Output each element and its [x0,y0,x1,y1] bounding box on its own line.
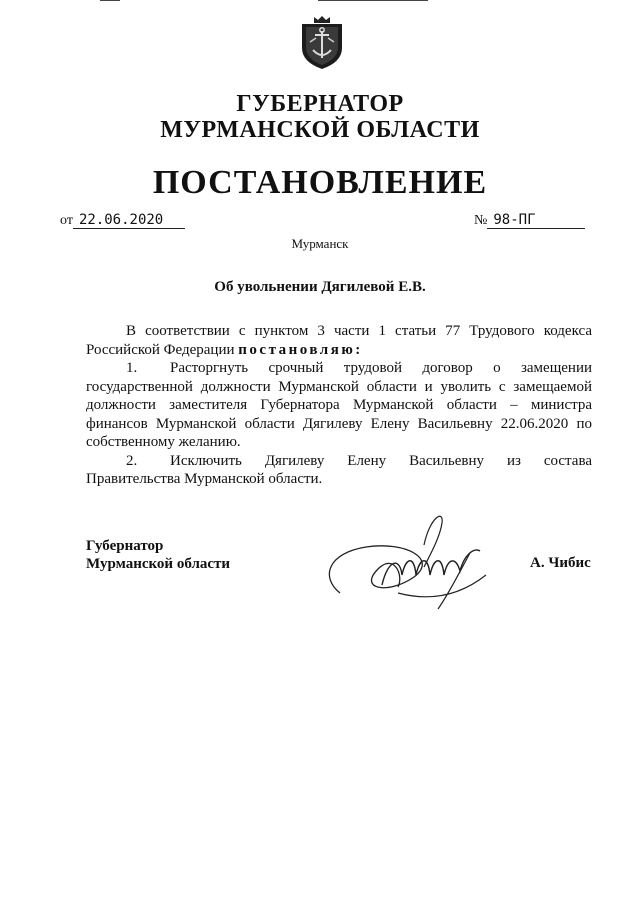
intro-text: В соответствии с пунктом 3 части 1 статьи 77 Трудового кодекса Российской Федерации [86,323,592,358]
top-scan-mark-right [318,0,428,1]
signatory-name: А. Чибис [530,555,591,571]
signatory-title-line-1: Губернатор [86,538,164,554]
document-subject: Об увольнении Дягилевой Е.В. [214,279,426,295]
issuer-line-1: ГУБЕРНАТОР [236,91,404,117]
city-label: Мурманск [291,236,349,251]
document-body [86,322,592,489]
issuer-line-2: МУРМАНСКОЙ ОБЛАСТИ [160,117,480,143]
list-item-text: Исключить Дягилеву Елену Васильевну из состава Правительства Мурманской области. [86,452,592,487]
intro-paragraph [86,322,592,359]
top-scan-mark-left [100,0,120,1]
number-label: № [474,213,488,228]
date-value: 22.06.2020 [73,212,185,229]
list-item-number: 2. [126,452,138,469]
number-line [474,212,585,229]
number-value: 98-ПГ [487,212,585,229]
date-label: от [60,213,73,228]
list-item-number: 1. [126,360,138,376]
signatory-title [86,537,230,573]
list-item-text: Расторгнуть срочный трудовой договор о замещении государственной должности Мурманской области и уволить с замещаемой должности заместителя Губернатора Мурманской области – министра финансов Мурманской области Дягилеву Елену Васильевну 22.06.2020 по собственному желанию. [86,360,592,450]
coat-of-arms-icon [300,14,344,70]
date-line [60,212,185,229]
list-item [86,452,592,489]
decree-word: постановляю: [238,341,363,358]
signature-icon [318,505,508,625]
list-item [86,359,592,452]
signatory-title-line-2: Мурманской области [86,556,231,572]
document-type-title: ПОСТАНОВЛЕНИЕ [152,164,488,201]
